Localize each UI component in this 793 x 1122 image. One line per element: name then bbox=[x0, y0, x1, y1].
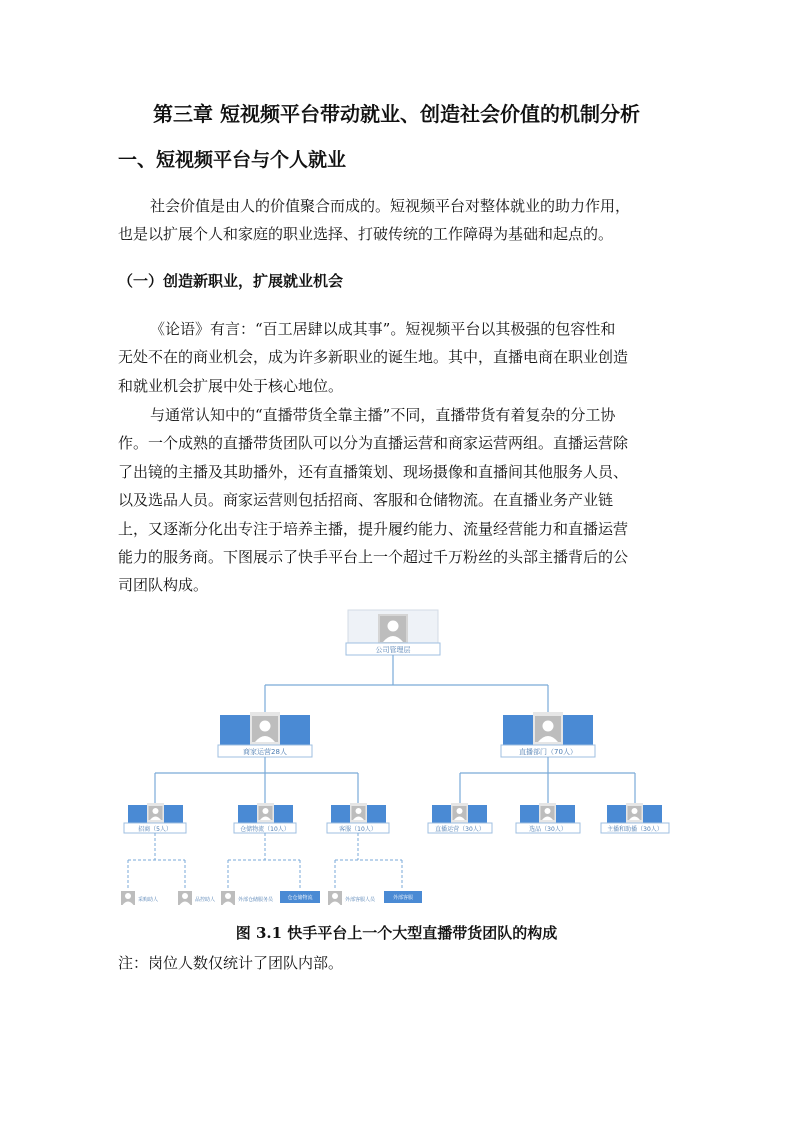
text-line: 《论语》有言：“百工居肆以成其事”。短视频平台以其极强的包容性和 bbox=[150, 320, 616, 338]
person-icon bbox=[221, 891, 235, 905]
sub-node bbox=[121, 891, 158, 905]
person-icon bbox=[541, 806, 555, 820]
child-label: 主播和助播（30人） bbox=[607, 826, 663, 833]
person-icon bbox=[628, 806, 642, 820]
sub-node bbox=[221, 891, 274, 905]
sub-label: 采购助人 bbox=[138, 897, 159, 903]
child-label: 招商（5人） bbox=[138, 826, 172, 833]
child-node bbox=[601, 803, 669, 833]
child-label: 客服（10人） bbox=[339, 826, 377, 833]
sub-label: 外部客服 bbox=[392, 895, 414, 901]
child-node bbox=[516, 803, 580, 833]
branch-node-merchant-ops bbox=[218, 712, 312, 757]
child-label: 选品（30人） bbox=[529, 826, 567, 833]
text-line: 与通常认知中的“直播带货全靠主播”不同，直播带货有着复杂的分工协 bbox=[150, 406, 616, 424]
child-node bbox=[327, 803, 389, 833]
text-line: 和就业机会扩展中处于核心地位。 bbox=[118, 376, 344, 395]
intro-paragraph bbox=[118, 192, 678, 249]
text-line: 社会价值是由人的价值聚合而成的。短视频平台对整体就业的助力作用， bbox=[150, 197, 631, 215]
text-line: 作。一个成熟的直播带货团队可以分为直播运营和商家运营两组。直播运营除 bbox=[118, 434, 629, 453]
person-icon bbox=[259, 806, 273, 820]
text-line: 无处不在的商业机会，成为许多新职业的诞生地。其中，直播电商在职业创造 bbox=[118, 348, 629, 367]
person-icon bbox=[328, 891, 342, 905]
person-icon bbox=[178, 891, 192, 905]
sub-node bbox=[328, 891, 376, 905]
branch-node-live-dept bbox=[501, 712, 595, 757]
text-line: 了出镜的主播及其助播外，还有直播策划、现场摄像和直播间其他服务人员、 bbox=[118, 462, 629, 481]
figure-note: 注：岗位人数仅统计了团队内部。 bbox=[118, 954, 344, 972]
root-connectors bbox=[265, 655, 548, 715]
child-node bbox=[124, 803, 186, 833]
text-line: 也是以扩展个人和家庭的职业选择、打破传统的工作障碍为基础和起点的。 bbox=[118, 225, 614, 244]
person-icon bbox=[352, 806, 366, 820]
person-icon bbox=[535, 716, 561, 742]
branch-label: 直播部门（70人） bbox=[519, 748, 577, 756]
section-title: 一、短视频平台与个人就业 bbox=[118, 149, 347, 171]
branch-connectors bbox=[155, 757, 635, 805]
child-label: 直播运营（30人） bbox=[435, 826, 485, 833]
sub-label: 仓仓储物流 bbox=[287, 895, 313, 901]
sub-node bbox=[384, 891, 422, 903]
chapter-title: 第三章 短视频平台带动就业、创造社会价值的机制分析 bbox=[153, 102, 640, 126]
person-icon bbox=[252, 716, 278, 742]
person-icon bbox=[149, 806, 163, 820]
paragraph-1 bbox=[118, 315, 678, 400]
dashed-connectors bbox=[128, 833, 402, 890]
sub-node bbox=[178, 891, 215, 905]
branch-label: 商家运营28人 bbox=[243, 748, 287, 756]
org-chart-figure bbox=[110, 600, 690, 910]
text-line: 上，又逐渐分化出专注于培养主播，提升履约能力、流量经营能力和直播运营 bbox=[118, 519, 629, 538]
child-node bbox=[234, 803, 296, 833]
child-label: 仓储物流（10人） bbox=[240, 826, 290, 833]
text-line: 以及选品人员。商家运营则包括招商、客服和仓储物流。在直播业务产业链 bbox=[118, 491, 614, 510]
child-node bbox=[428, 803, 492, 833]
person-icon bbox=[380, 616, 406, 642]
root-node bbox=[346, 610, 440, 655]
figure-caption: 图 3.1 快手平台上一个大型直播带货团队的构成 bbox=[235, 924, 558, 942]
sub-label: 外部仓储服务员 bbox=[238, 897, 274, 903]
subsection-title: （一）创造新职业，扩展就业机会 bbox=[118, 272, 344, 290]
sub-label: 外部客服人员 bbox=[345, 897, 376, 903]
root-label: 公司管理层 bbox=[375, 646, 411, 654]
text-line: 司团队构成。 bbox=[118, 576, 209, 595]
text-line: 能力的服务商。下图展示了快手平台上一个超过千万粉丝的头部主播背后的公 bbox=[118, 548, 629, 567]
person-icon bbox=[121, 891, 135, 905]
person-icon bbox=[453, 806, 467, 820]
sub-label: 品控助人 bbox=[195, 897, 216, 903]
sub-node bbox=[280, 891, 320, 903]
paragraph-2 bbox=[118, 401, 678, 600]
